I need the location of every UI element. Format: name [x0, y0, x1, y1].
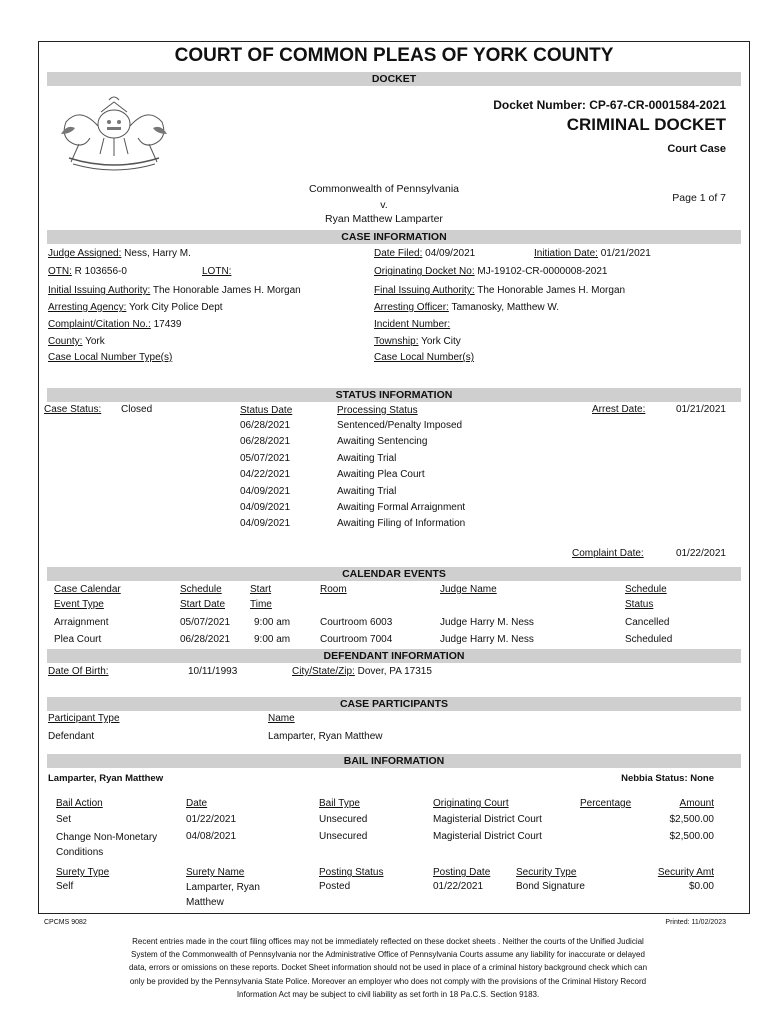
complaint-value: 17439 — [153, 319, 182, 330]
bail-cell: $2,500.00 — [669, 831, 714, 842]
surety-cell: Self — [56, 881, 74, 892]
officer-label: Arresting Officer: — [374, 302, 449, 313]
status-row-date: 04/09/2021 — [240, 486, 291, 497]
initiation-label: Initiation Date: — [534, 248, 598, 259]
calendar-cell: Judge Harry M. Ness — [440, 617, 534, 628]
calendar-cell: Plea Court — [54, 634, 102, 645]
calendar-header: Case Calendar — [54, 584, 121, 595]
officer-value: Tamanosky, Matthew W. — [451, 302, 560, 313]
bail-person: Lamparter, Ryan Matthew — [48, 773, 164, 784]
complaint-date-value: 01/22/2021 — [675, 548, 726, 559]
disclaimer-line: System of the Commonwealth of Pennsylvania nor the Administrative Office of Pennsylvania Courts assume any liability for inaccurate or delayed — [131, 950, 645, 960]
dob-value: 10/11/1993 — [188, 666, 238, 677]
bail-cell: 01/22/2021 — [186, 814, 237, 825]
participant-name-header: Name — [268, 713, 295, 724]
disclaimer-line: Recent entries made in the court filing offices may not be immediately reflected on these docket sheets . Neither the courts of the Unified Judicial — [132, 937, 644, 946]
lotn-label: LOTN: — [202, 266, 232, 277]
docket-band: DOCKET — [47, 72, 741, 86]
disclaimer — [88, 935, 688, 1001]
calendar-header: Event Type — [54, 599, 104, 610]
defendant-information-band: DEFENDANT INFORMATION — [47, 649, 741, 663]
agency-value: York City Police Dept — [128, 302, 223, 313]
initial-authority-value: The Honorable James H. Morgan — [152, 285, 301, 296]
processing-status-header: Processing Status — [337, 405, 418, 416]
bail-header: Originating Court — [433, 798, 509, 809]
surety-cell: Bond Signature — [516, 881, 585, 892]
city-value: Dover, PA 17315 — [357, 666, 432, 677]
case-participants-band: CASE PARTICIPANTS — [47, 697, 741, 711]
disclaimer-line: Information Act may be subject to civil liability as set forth in 18 Pa.C.S. Section 9183. — [236, 989, 540, 999]
calendar-header: Schedule — [625, 584, 667, 595]
arrest-date-label: Arrest Date: — [592, 404, 646, 415]
status-row-status: Awaiting Plea Court — [337, 469, 425, 480]
status-information-band: STATUS INFORMATION — [47, 388, 741, 402]
initial-authority-label: Initial Issuing Authority: — [48, 285, 151, 296]
status-row-date: 04/09/2021 — [240, 502, 291, 513]
calendar-header: Room — [320, 584, 347, 595]
calendar-cell: Arraignment — [54, 617, 109, 628]
case-status-label: Case Status: — [44, 404, 102, 415]
status-row-date: 06/28/2021 — [240, 420, 291, 431]
bail-header: Bail Type — [319, 798, 360, 809]
bail-cell: Set — [56, 814, 72, 825]
city-label: City/State/Zip: — [292, 666, 355, 677]
bail-cell: Magisterial District Court — [433, 831, 542, 842]
township-label: Township: — [374, 336, 419, 347]
court-title: COURT OF COMMON PLEAS OF YORK COUNTY — [174, 45, 614, 66]
calendar-cell: Judge Harry M. Ness — [440, 634, 534, 645]
nebbia-status: Nebbia Status: None — [621, 773, 714, 784]
calendar-cell: Courtroom 7004 — [320, 634, 393, 645]
participant-type-header: Participant Type — [48, 713, 120, 724]
status-row-date: 06/28/2021 — [240, 436, 291, 447]
arrest-date-value: 01/21/2021 — [675, 404, 726, 415]
agency-label: Arresting Agency: — [48, 302, 127, 313]
bail-header: Bail Action — [56, 798, 103, 809]
docket-number: Docket Number: CP-67-CR-0001584-2021 — [493, 98, 726, 112]
county-value: York — [85, 336, 105, 347]
page-number: Page 1 of 7 — [672, 192, 726, 204]
bail-header: Amount — [679, 798, 714, 809]
status-row-status: Sentenced/Penalty Imposed — [337, 420, 463, 431]
orig-docket-label: Originating Docket No: — [374, 266, 475, 277]
surety-header: Posting Date — [433, 867, 491, 878]
bail-cell: Magisterial District Court — [433, 814, 542, 825]
surety-header: Surety Name — [186, 867, 245, 878]
calendar-header: Start Date — [180, 599, 226, 610]
caption-versus: v. — [380, 199, 388, 211]
county-label: County: — [48, 336, 83, 347]
status-row-status: Awaiting Trial — [337, 453, 397, 464]
bail-header: Date — [186, 798, 208, 809]
calendar-cell: 9:00 am — [254, 617, 291, 628]
calendar-cell: 06/28/2021 — [180, 634, 231, 645]
local-number-label: Case Local Number(s) — [374, 352, 475, 363]
calendar-cell: 05/07/2021 — [180, 617, 231, 628]
final-authority-value: The Honorable James H. Morgan — [477, 285, 626, 296]
surety-cell: Posted — [319, 881, 351, 892]
bail-header: Percentage — [580, 798, 632, 809]
status-date-header: Status Date — [240, 405, 293, 416]
calendar-cell: 9:00 am — [254, 634, 291, 645]
surety-cell: 01/22/2021 — [433, 881, 484, 892]
date-filed-label: Date Filed: — [374, 248, 423, 259]
case-status-value: Closed — [121, 404, 153, 415]
calendar-header: Judge Name — [440, 584, 497, 595]
status-row-status: Awaiting Formal Arraignment — [337, 502, 466, 513]
court-case-label: Court Case — [667, 143, 726, 155]
status-row-date: 04/22/2021 — [240, 469, 291, 480]
date-filed-value: 04/09/2021 — [425, 248, 476, 259]
complaint-date-label: Complaint Date: — [572, 548, 644, 559]
otn-label: OTN: — [48, 266, 72, 277]
bail-cell: Unsecured — [319, 814, 368, 825]
final-authority-label: Final Issuing Authority: — [374, 285, 475, 296]
calendar-header: Schedule — [180, 584, 222, 595]
complaint-label: Complaint/Citation No.: — [48, 319, 151, 330]
calendar-header: Start — [250, 584, 272, 595]
calendar-header: Time — [250, 599, 272, 610]
surety-cell: Lamparter, Ryan — [186, 882, 260, 893]
bail-information-band: BAIL INFORMATION — [47, 754, 741, 768]
initiation-value: 01/21/2021 — [600, 248, 651, 259]
surety-header: Security Type — [516, 867, 577, 878]
status-row-status: Awaiting Trial — [337, 486, 397, 497]
bail-cell: Conditions — [56, 847, 104, 858]
disclaimer-line: data, errors or omissions on these reports. Docket Sheet information should not be used in place of a criminal history background check which can — [128, 963, 648, 973]
dob-label: Date Of Birth: — [48, 666, 109, 677]
calendar-cell: Scheduled — [625, 634, 673, 645]
surety-header: Surety Type — [56, 867, 110, 878]
calendar-events-band: CALENDAR EVENTS — [47, 567, 741, 581]
docket-type: CRIMINAL DOCKET — [566, 115, 726, 134]
status-row-status: Awaiting Filing of Information — [337, 518, 466, 529]
case-information-band: CASE INFORMATION — [47, 230, 741, 244]
local-number-type-label: Case Local Number Type(s) — [48, 352, 173, 363]
participant-name-value: Lamparter, Ryan Matthew — [268, 731, 383, 742]
surety-cell: $0.00 — [688, 881, 714, 892]
surety-header: Posting Status — [319, 867, 384, 878]
orig-docket-value: MJ-19102-CR-0000008-2021 — [477, 266, 608, 277]
calendar-cell: Courtroom 6003 — [320, 617, 393, 628]
incident-label: Incident Number: — [374, 319, 451, 330]
caption-defendant: Ryan Matthew Lamparter — [325, 213, 443, 225]
disclaimer-line: only be provided by the Pennsylvania State Police. Moreover an employer who does not comply with the provisions of the Criminal History Record — [129, 976, 647, 986]
otn-value: R 103656-0 — [74, 266, 127, 277]
township-value: York City — [421, 336, 461, 347]
bail-cell: 04/08/2021 — [186, 831, 237, 842]
printed-date: Printed: 11/02/2023 — [665, 919, 726, 926]
form-number: CPCMS 9082 — [44, 919, 87, 926]
bail-cell: $2,500.00 — [669, 814, 714, 825]
status-row-date: 04/09/2021 — [240, 518, 291, 529]
surety-cell: Matthew — [186, 897, 224, 908]
bail-cell: Unsecured — [319, 831, 368, 842]
calendar-header: Status — [625, 599, 654, 610]
status-row-date: 05/07/2021 — [240, 453, 291, 464]
bail-cell: Change Non-Monetary — [56, 832, 158, 843]
caption-commonwealth: Commonwealth of Pennsylvania — [309, 183, 459, 195]
pennsylvania-seal-icon — [49, 94, 179, 174]
surety-header: Security Amt — [657, 867, 714, 878]
participant-type-value: Defendant — [48, 731, 95, 742]
judge-value: Ness, Harry M. — [124, 248, 191, 259]
docket-frame — [38, 41, 750, 914]
calendar-cell: Cancelled — [625, 617, 670, 628]
judge-label: Judge Assigned: — [48, 248, 122, 259]
status-row-status: Awaiting Sentencing — [337, 436, 428, 447]
